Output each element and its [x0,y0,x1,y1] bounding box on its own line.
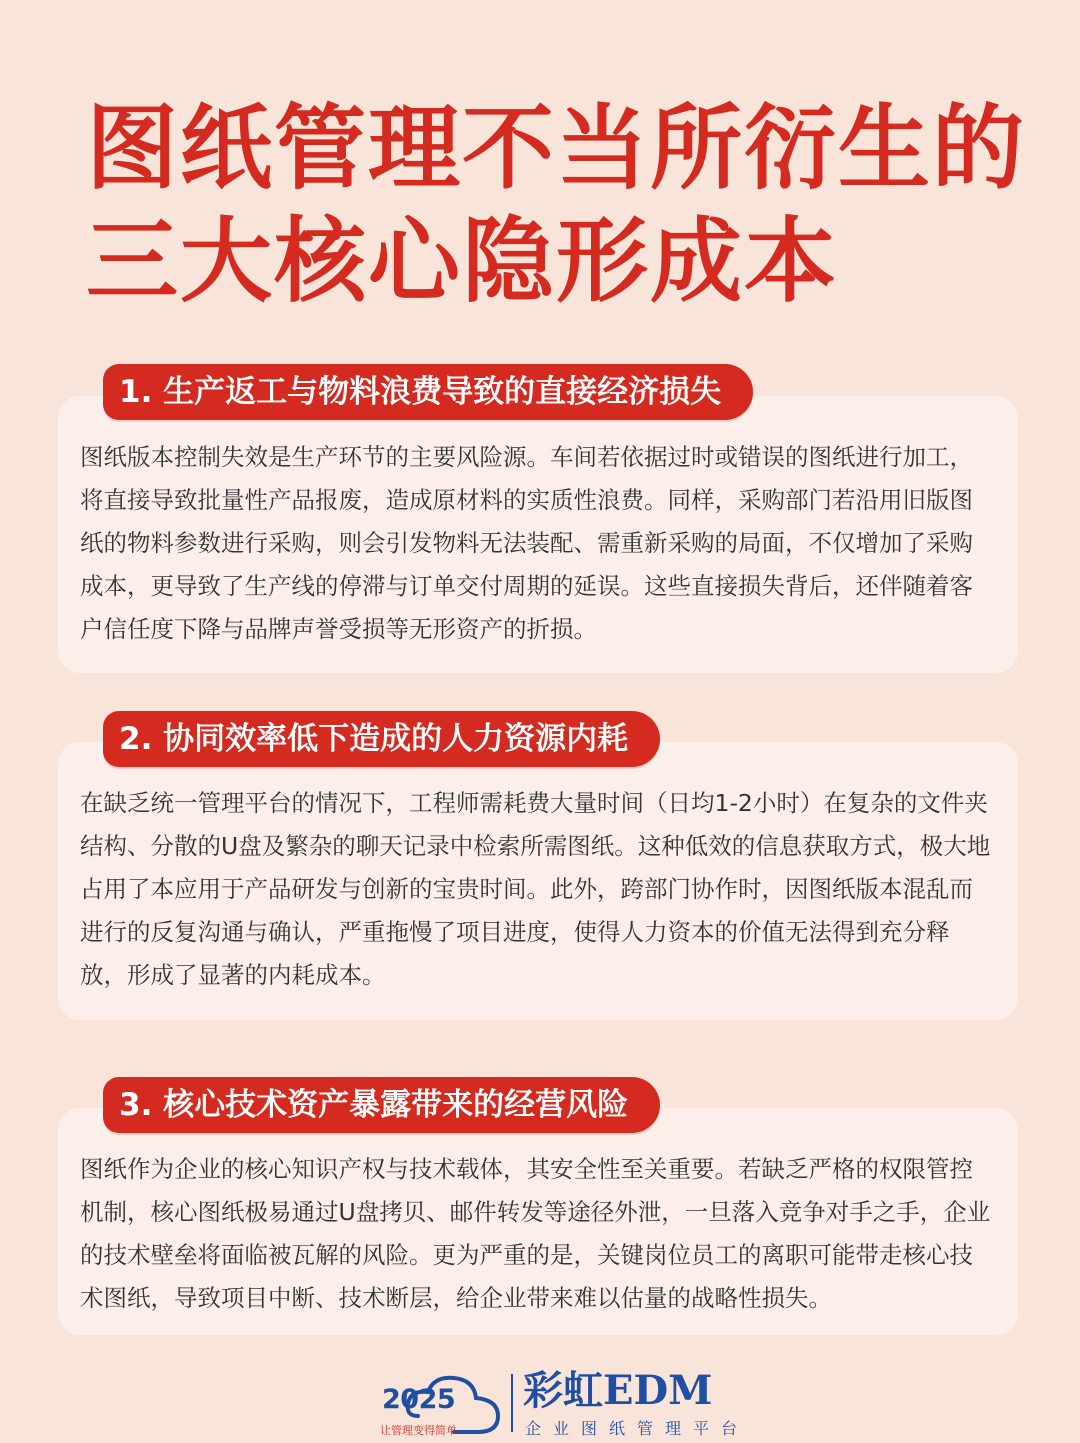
section-2-heading: 2. 协同效率低下造成的人力资源内耗 [103,711,660,767]
section-3-heading: 3. 核心技术资产暴露带来的经营风险 [103,1077,660,1133]
page-title-line-2: 三大核心隐形成本 [86,208,839,315]
badge-year: 2025 [382,1384,456,1415]
section-3-body: 图纸作为企业的核心知识产权与技术载体，其安全性至关重要。若缺乏严格的权限管控机制，核心图纸极易通过U盘拷贝、邮件转发等途径外泄，一旦落入竞争对手之手，企业的技术壁垒将面临被瓦解的风险。更为严重的是，关键岗位员工的离职可能带走核心技术图纸，导致项目中断、技术断层，给企业带来难以估量的战略性损失。 [80,1155,991,1312]
brand-subtitle: 企业图纸管理平台 [525,1419,750,1438]
section-3-card [58,1108,1018,1335]
section-2-card [58,742,1018,1020]
footer-branding [0,1366,1080,1436]
footer-divider [511,1374,513,1432]
section-1-heading: 1. 生产返工与物料浪费导致的直接经济损失 [103,364,753,420]
badge-slogan: 让管理变得简单 [380,1424,457,1437]
section-2-body: 在缺乏统一管理平台的情况下，工程师需耗费大量时间（日均1-2小时）在复杂的文件夹结构、分散的U盘及繁杂的聊天记录中检索所需图纸。这种低效的信息获取方式，极大地占用了本应用于产品研发与创新的宝贵时间。此外，跨部门协作时，因图纸版本混乱而进行的反复沟通与确认，严重拖慢了项目进度，使得人力资本的价值无法得到充分释放，形成了显著的内耗成本。 [80,789,991,989]
page-title-line-1: 图纸管理不当所衍生的 [86,95,1027,202]
section-1-card [58,396,1018,673]
section-1-body: 图纸版本控制失效是生产环节的主要风险源。车间若依据过时或错误的图纸进行加工，将直接导致批量性产品报废，造成原材料的实质性浪费。同样，采购部门若沿用旧版图纸的物料参数进行采购，则会引发物料无法装配、需重新采购的局面，不仅增加了采购成本，更导致了生产线的停滞与订单交付周期的延误。这些直接损失背后，还伴随着客户信任度下降与品牌声誉受损等无形资产的折损。 [80,443,973,643]
page-title [86,92,1046,318]
brand-name: 彩虹EDM [523,1367,713,1414]
year-badge-logo [378,1370,502,1436]
